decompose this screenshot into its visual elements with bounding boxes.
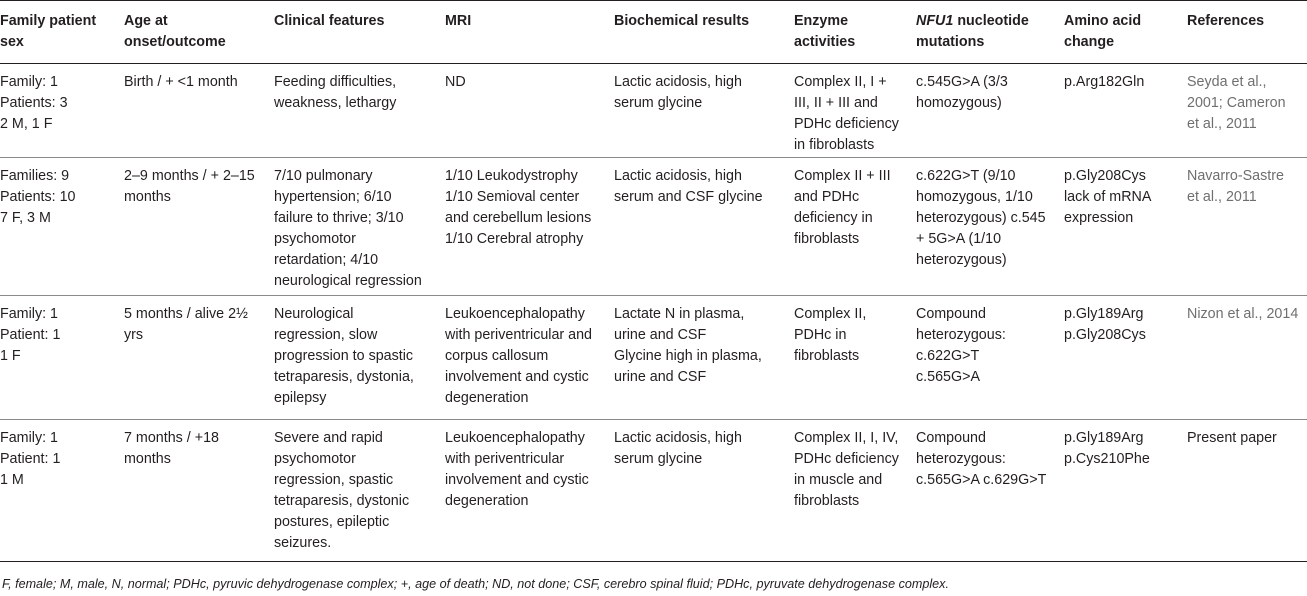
cell-enzyme: Complex II, I, IV, PDHc deficiency in muscle and fibroblasts	[794, 420, 916, 562]
cell-amino: p.Gly208Cys lack of mRNA expression	[1064, 158, 1187, 296]
header-mutation-rest: nucleotide mutations	[916, 13, 1029, 50]
cell-family: Family: 1 Patient: 1 1 M	[0, 420, 124, 562]
cell-family: Family: 1 Patients: 3 2 M, 1 F	[0, 64, 124, 158]
cell-mri: 1/10 Leukodystrophy 1/10 Semioval center and cerebellum lesions 1/10 Cerebral atrophy	[445, 158, 614, 296]
cell-family: Family: 1 Patient: 1 1 F	[0, 296, 124, 420]
header-amino: Amino acid change	[1064, 1, 1187, 64]
cell-amino: p.Gly189Arg p.Gly208Cys	[1064, 296, 1187, 420]
cell-age: 5 months / alive 2½ yrs	[124, 296, 274, 420]
cell-mutation: Compound heterozygous: c.622G>T c.565G>A	[916, 296, 1064, 420]
cell-reference-link[interactable]: Seyda et al., 2001; Cameron et al., 2011	[1187, 64, 1307, 158]
cell-clinical: Neurological regression, slow progression to spastic tetraparesis, dystonia, epilepsy	[274, 296, 445, 420]
cell-enzyme: Complex II, PDHc in fibroblasts	[794, 296, 916, 420]
cell-enzyme: Complex II, I + III, II + III and PDHc deficiency in fibroblasts	[794, 64, 916, 158]
cell-reference: Present paper	[1187, 420, 1307, 562]
header-row	[0, 1, 1307, 64]
cell-enzyme: Complex II + III and PDHc deficiency in fibroblasts	[794, 158, 916, 296]
cell-reference-link[interactable]: Nizon et al., 2014	[1187, 296, 1307, 420]
cell-age: 2–9 months / + 2–15 months	[124, 158, 274, 296]
cell-biochem: Lactic acidosis, high serum and CSF glycine	[614, 158, 794, 296]
cell-reference-link[interactable]: Navarro-Sastre et al., 2011	[1187, 158, 1307, 296]
cell-mutation: Compound heterozygous: c.565G>A c.629G>T	[916, 420, 1064, 562]
table-row	[0, 296, 1307, 420]
cell-clinical: Feeding difficulties, weakness, lethargy	[274, 64, 445, 158]
header-age: Age at onset/outcome	[124, 1, 274, 64]
header-refs: References	[1187, 1, 1307, 64]
cell-biochem: Lactic acidosis, high serum glycine	[614, 64, 794, 158]
header-mri: MRI	[445, 1, 614, 64]
header-mutation-gene: NFU1	[916, 13, 954, 29]
header-enzyme: Enzyme activities	[794, 1, 916, 64]
cell-mutation: c.545G>A (3/3 homozygous)	[916, 64, 1064, 158]
header-clinical: Clinical features	[274, 1, 445, 64]
table-body	[0, 64, 1307, 562]
cell-age: Birth / + <1 month	[124, 64, 274, 158]
header-family: Family patient sex	[0, 1, 124, 64]
cell-mri: Leukoencephalopathy with periventricular and corpus callosum involvement and cystic degeneration	[445, 296, 614, 420]
table-row	[0, 64, 1307, 158]
cell-biochem: Lactic acidosis, high serum glycine	[614, 420, 794, 562]
table-header	[0, 1, 1307, 64]
cell-amino: p.Arg182Gln	[1064, 64, 1187, 158]
table-row	[0, 158, 1307, 296]
cell-clinical: Severe and rapid psychomotor regression, spastic tetraparesis, dystonic postures, epileptic seizures.	[274, 420, 445, 562]
cell-mri: Leukoencephalopathy with periventricular involvement and cystic degeneration	[445, 420, 614, 562]
table-row	[0, 420, 1307, 562]
table-footnote: F, female; M, male, N, normal; PDHc, pyruvic dehydrogenase complex; +, age of death; ND, not done; CSF, cerebro spinal fluid; PDHc, pyruvate dehydrogenase complex.	[2, 577, 949, 591]
cell-amino: p.Gly189Arg p.Cys210Phe	[1064, 420, 1187, 562]
cell-clinical: 7/10 pulmonary hypertension; 6/10 failure to thrive; 3/10 psychomotor retardation; 4/10 neurological regression	[274, 158, 445, 296]
cell-mutation: c.622G>T (9/10 homozygous, 1/10 heterozygous) c.545 + 5G>A (1/10 heterozygous)	[916, 158, 1064, 296]
cell-biochem: Lactate N in plasma, urine and CSF Glycine high in plasma, urine and CSF	[614, 296, 794, 420]
cell-family: Families: 9 Patients: 10 7 F, 3 M	[0, 158, 124, 296]
header-mutation	[916, 1, 1064, 64]
cell-age: 7 months / +18 months	[124, 420, 274, 562]
header-biochem: Biochemical results	[614, 1, 794, 64]
cell-mri: ND	[445, 64, 614, 158]
